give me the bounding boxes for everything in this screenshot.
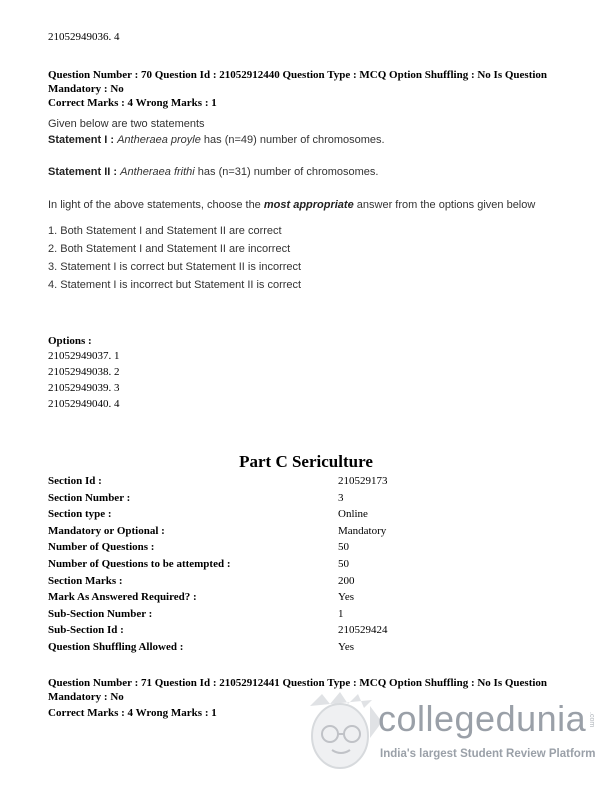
table-row	[48, 640, 538, 657]
section-key: Section type :	[48, 508, 112, 521]
option-2: 21052949038. 2	[48, 366, 120, 378]
statement-1-rest: has (n=49) number of chromosomes.	[200, 134, 385, 146]
direction-emphasis: most appropriate	[263, 199, 354, 211]
table-row	[48, 540, 538, 557]
question-71-marks: Correct Marks : 4 Wrong Marks : 1	[48, 707, 217, 719]
table-row	[48, 474, 538, 491]
section-key: Number of Questions to be attempted :	[48, 557, 231, 570]
question-intro: Given below are two statements	[48, 118, 205, 130]
section-key: Section Id :	[48, 475, 102, 487]
watermark-brand: collegedunia	[378, 698, 587, 739]
table-row	[48, 557, 538, 574]
statement-2-rest: has (n=31) number of chromosomes.	[194, 166, 379, 178]
section-value: 1	[338, 607, 344, 620]
statement-1-label: Statement I :	[48, 134, 115, 146]
section-value: Yes	[338, 640, 355, 653]
choice-2: 2. Both Statement I and Statement II are incorrect	[48, 243, 291, 255]
section-value: Yes	[338, 591, 355, 604]
table-row	[48, 507, 538, 524]
question-71-header: Question Number : 71 Question Id : 21052912441 Question Type : MCQ Option Shuffling : No Is Question Mandatory : No	[48, 677, 548, 703]
question-70-body	[48, 116, 568, 294]
direction-after: answer from the options given below	[353, 199, 536, 211]
section-key: Mark As Answered Required? :	[48, 591, 197, 604]
table-row	[48, 491, 538, 508]
option-4: 21052949040. 4	[48, 398, 120, 410]
direction-before: In light of the above statements, choose the	[48, 199, 264, 211]
statement-2-label: Statement II :	[48, 166, 118, 178]
section-value: 3	[338, 491, 344, 504]
section-key: Mandatory or Optional :	[48, 524, 165, 537]
previous-option-4: 21052949036. 4	[48, 31, 120, 43]
table-row	[48, 524, 538, 541]
question-70-marks: Correct Marks : 4 Wrong Marks : 1	[48, 97, 217, 109]
choice-3: 3. Statement I is correct but Statement II is incorrect	[48, 261, 302, 273]
question-direction	[48, 196, 568, 214]
table-row	[48, 623, 538, 640]
option-1: 21052949037. 1	[48, 350, 120, 362]
section-key: Section Number :	[48, 491, 131, 504]
section-key: Section Marks :	[48, 574, 123, 587]
statement-2-species: Antheraea frithi	[120, 166, 195, 178]
section-value: 210529424	[338, 624, 388, 637]
part-title: Part C Sericulture	[239, 452, 373, 471]
options-list	[48, 348, 120, 412]
watermark-domain: .com	[588, 712, 595, 728]
table-row	[48, 574, 538, 591]
section-value: 50	[338, 557, 349, 570]
section-value: Online	[338, 508, 368, 521]
statement-1-species: Antheraea proyle	[117, 134, 201, 146]
option-3: 21052949039. 3	[48, 382, 120, 394]
section-key: Sub-Section Number :	[48, 607, 153, 620]
section-value: 200	[338, 574, 355, 587]
section-value: 210529173	[338, 475, 388, 487]
section-key: Number of Questions :	[48, 541, 155, 554]
choice-4: 4. Statement I is incorrect but Statement II is correct	[48, 279, 302, 291]
section-info-table	[48, 474, 538, 657]
statement-1	[48, 132, 568, 148]
table-row	[48, 590, 538, 607]
watermark-tagline: India's largest Student Review Platform	[380, 748, 596, 760]
options-label: Options :	[48, 335, 92, 347]
section-value: 50	[338, 541, 349, 554]
section-key: Question Shuffling Allowed :	[48, 640, 184, 653]
section-value: Mandatory	[338, 524, 387, 537]
question-70-header: Question Number : 70 Question Id : 21052912440 Question Type : MCQ Option Shuffling : No Is Question Mandatory : No	[48, 69, 548, 95]
statement-2	[48, 164, 568, 180]
choice-1: 1. Both Statement I and Statement II are correct	[48, 225, 282, 237]
section-key: Sub-Section Id :	[48, 624, 124, 637]
table-row	[48, 607, 538, 624]
